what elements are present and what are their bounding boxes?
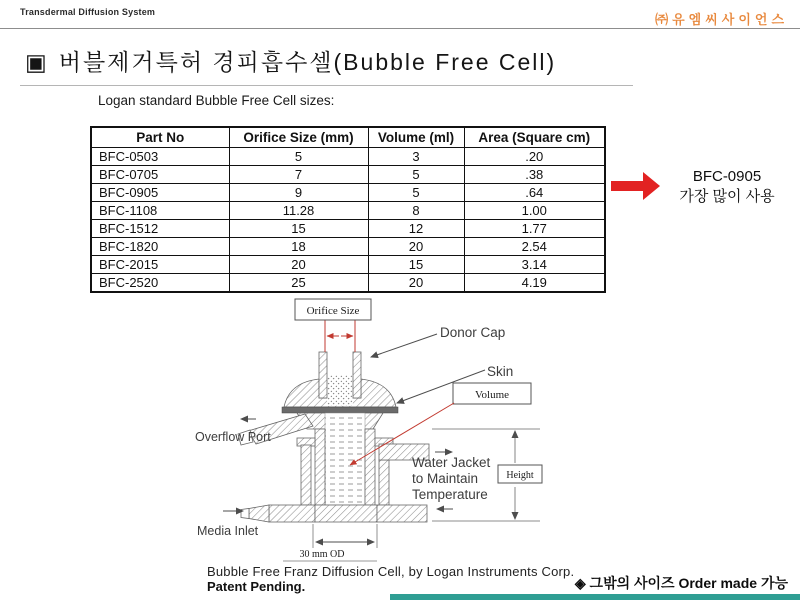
table-row — [91, 274, 605, 293]
skin-membrane — [282, 407, 398, 413]
cell-orifice: 7 — [229, 166, 368, 184]
col-header-area: Area (Square cm) — [464, 127, 605, 148]
cell-part-no: BFC-2015 — [91, 256, 229, 274]
cell-orifice: 18 — [229, 238, 368, 256]
cell-part-no: BFC-1108 — [91, 202, 229, 220]
orifice-dimension — [325, 320, 355, 352]
column-wall — [365, 429, 375, 505]
footer-accent-bar — [390, 594, 800, 600]
cell-orifice: 9 — [229, 184, 368, 202]
media-inlet-label: Media Inlet — [197, 524, 259, 538]
patent-pending-caption: Patent Pending. — [207, 579, 306, 594]
cell-volume: 12 — [368, 220, 464, 238]
cell-sizes-table — [90, 126, 606, 293]
cell-volume: 3 — [368, 148, 464, 166]
cell-orifice: 25 — [229, 274, 368, 293]
water-jacket-label-3: Temperature — [412, 487, 488, 502]
cell-part-no: BFC-1512 — [91, 220, 229, 238]
cell-part-no: BFC-0503 — [91, 148, 229, 166]
col-header-volume: Volume (ml) — [368, 127, 464, 148]
donor-cap-wall — [353, 352, 361, 398]
height-label: Height — [506, 470, 534, 481]
cell-area: 1.00 — [464, 202, 605, 220]
col-header-orifice: Orifice Size (mm) — [229, 127, 368, 148]
cell-volume: 5 — [368, 184, 464, 202]
media-inlet-tube — [269, 505, 315, 522]
sample-fill — [327, 375, 353, 406]
company-name: ㈜유엠씨사이언스 — [655, 12, 788, 27]
cell-volume: 8 — [368, 202, 464, 220]
header-divider — [0, 28, 800, 29]
table-row — [91, 184, 605, 202]
receptor-liquid — [325, 413, 365, 505]
cell-area: 1.77 — [464, 220, 605, 238]
cell-part-no: BFC-1820 — [91, 238, 229, 256]
overflow-port-label: Overflow Port — [195, 430, 271, 444]
cell-volume: 5 — [368, 166, 464, 184]
jacket-wall — [301, 445, 311, 505]
media-inlet-tip — [241, 509, 249, 519]
table-row — [91, 202, 605, 220]
cell-part-no: BFC-0905 — [91, 184, 229, 202]
cell-part-no: BFC-2520 — [91, 274, 229, 293]
title-bullet-icon: ▣ — [25, 49, 49, 75]
cell-orifice: 11.28 — [229, 202, 368, 220]
cell-orifice: 20 — [229, 256, 368, 274]
od-label: 30 mm OD — [299, 549, 345, 560]
cell-orifice: 15 — [229, 220, 368, 238]
media-inlet-nozzle — [249, 505, 269, 522]
water-jacket-label-2: to Maintain — [412, 471, 479, 486]
donor-cap-label: Donor Cap — [440, 325, 506, 340]
page-title — [25, 44, 556, 77]
volume-label: Volume — [474, 389, 510, 401]
table-header-row — [91, 127, 605, 148]
jacket-wall — [379, 460, 389, 505]
donor-cap-wall — [319, 352, 327, 398]
callout — [662, 167, 792, 207]
cell-volume: 15 — [368, 256, 464, 274]
footer-note — [575, 573, 788, 593]
cell-volume: 20 — [368, 274, 464, 293]
title-divider — [20, 85, 633, 86]
franz-cell-diagram — [185, 295, 555, 565]
cell-area: 3.14 — [464, 256, 605, 274]
highlight-arrow-icon — [611, 181, 643, 191]
donor-cap-pointer — [371, 334, 437, 357]
water-outlet-tube — [377, 505, 427, 522]
cell-area: .38 — [464, 166, 605, 184]
highlight-arrow-head-icon — [643, 172, 660, 200]
table-row — [91, 166, 605, 184]
table-row — [91, 238, 605, 256]
diamond-bullet-icon: ◈ — [574, 575, 586, 591]
col-header-part-no: Part No — [91, 127, 229, 148]
cell-area: 4.19 — [464, 274, 605, 293]
cell-part-no: BFC-0705 — [91, 166, 229, 184]
cell-area: .20 — [464, 148, 605, 166]
system-label: Transdermal Diffusion System — [20, 7, 156, 17]
footer-note-text: 그밖의 사이즈 Order made 가능 — [589, 575, 788, 591]
table-row — [91, 148, 605, 166]
table-caption: Logan standard Bubble Free Cell sizes: — [98, 93, 335, 108]
cell-orifice: 5 — [229, 148, 368, 166]
cell-area: .64 — [464, 184, 605, 202]
water-jacket-label-1: Water Jacket — [412, 455, 491, 470]
table-row — [91, 256, 605, 274]
table-row — [91, 220, 605, 238]
cell-volume: 20 — [368, 238, 464, 256]
cell-base — [315, 505, 377, 522]
callout-note: 가장 많이 사용 — [679, 188, 775, 205]
callout-part-number: BFC-0905 — [692, 168, 762, 185]
cell-area: 2.54 — [464, 238, 605, 256]
page-title-text: 버블제거특허 경피흡수셀(Bubble Free Cell) — [58, 49, 557, 75]
column-wall — [315, 429, 325, 505]
orifice-size-label: Orifice Size — [306, 305, 360, 317]
diagram-caption: Bubble Free Franz Diffusion Cell, by Logan Instruments Corp. — [207, 564, 575, 579]
skin-label: Skin — [487, 364, 514, 379]
